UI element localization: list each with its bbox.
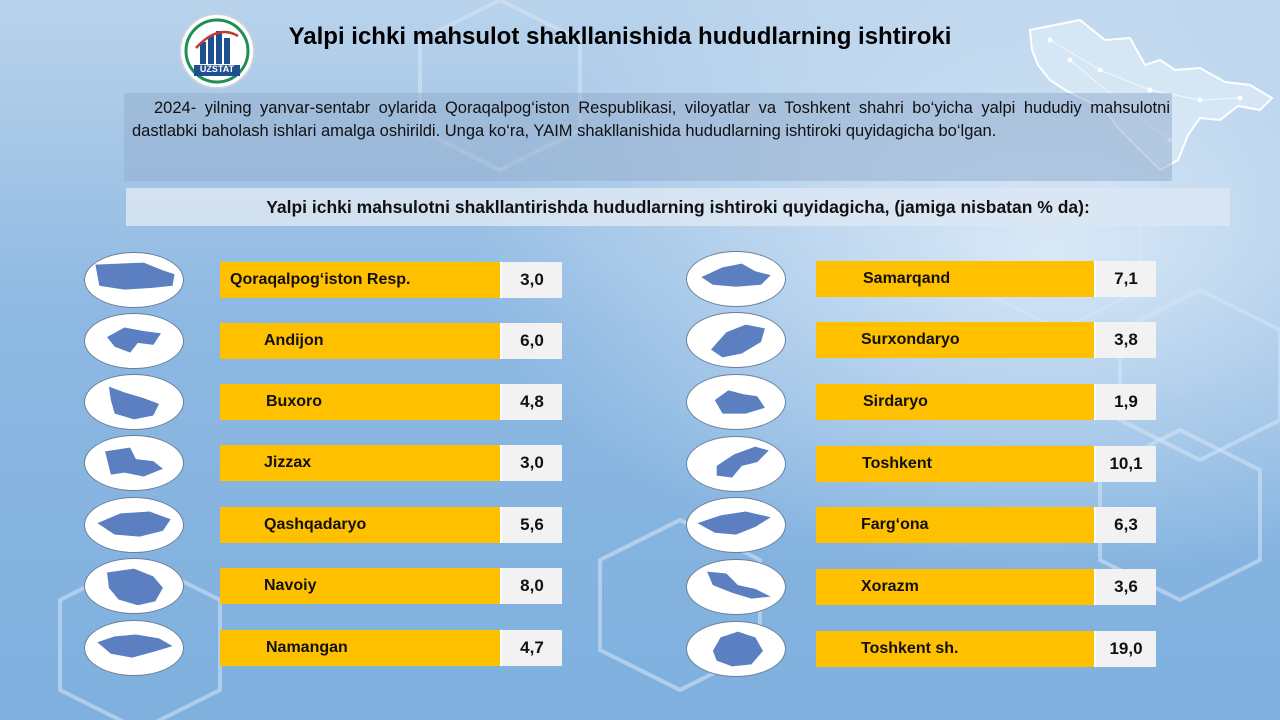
region-shape-icon <box>84 497 184 553</box>
region-value: 10,1 <box>1094 446 1156 482</box>
region-value: 8,0 <box>500 568 562 604</box>
region-name: Toshkent <box>816 446 1094 482</box>
region-value: 5,6 <box>500 507 562 543</box>
region-name: Samarqand <box>816 261 1094 297</box>
region-shape-icon <box>686 251 786 307</box>
region-name: Surxondaryo <box>816 322 1094 358</box>
region-value: 4,7 <box>500 630 562 666</box>
intro-paragraph: 2024- yilning yanvar-sentabr oylarida Qoraqalpog‘iston Respublikasi, viloyatlar va Toshkent shahri bo‘yicha yalpi hududiy mahsulotni dastlabki baholash ishlari amalga oshirildi. Unga ko‘ra, YAIM shakllanishida hududlarning ishtiroki quyidagicha bo‘lgan. <box>124 93 1172 181</box>
region-shape-icon <box>686 621 786 677</box>
region-value: 3,8 <box>1094 322 1156 358</box>
region-shape-icon <box>84 374 184 430</box>
page-title: Yalpi ichki mahsulot shakllanishida hududlarning ishtiroki <box>288 23 952 50</box>
region-value: 3,0 <box>500 262 562 298</box>
region-name: Qoraqalpog‘iston Resp. <box>220 262 500 298</box>
region-name: Buxoro <box>220 384 500 420</box>
region-name: Sirdaryo <box>816 384 1094 420</box>
region-value: 6,0 <box>500 323 562 359</box>
region-shape-icon <box>686 312 786 368</box>
region-shape-icon <box>84 435 184 491</box>
region-value: 3,6 <box>1094 569 1156 605</box>
region-value: 1,9 <box>1094 384 1156 420</box>
region-name: Xorazm <box>816 569 1094 605</box>
region-shape-icon <box>84 252 184 308</box>
region-shape-icon <box>686 559 786 615</box>
region-shape-icon <box>84 620 184 676</box>
region-name: Navoiy <box>220 568 500 604</box>
region-shape-icon <box>84 313 184 369</box>
region-name: Qashqadaryo <box>220 507 500 543</box>
region-name: Namangan <box>220 630 500 666</box>
region-value: 3,0 <box>500 445 562 481</box>
region-name: Andijon <box>220 323 500 359</box>
region-value: 6,3 <box>1094 507 1156 543</box>
region-shape-icon <box>686 374 786 430</box>
region-shape-icon <box>84 558 184 614</box>
region-value: 19,0 <box>1094 631 1156 667</box>
region-shape-icon <box>686 497 786 553</box>
region-value: 7,1 <box>1094 261 1156 297</box>
region-value: 4,8 <box>500 384 562 420</box>
table-subtitle: Yalpi ichki mahsulotni shakllantirishda hududlarning ishtiroki quyidagicha, (jamiga nisbatan % da): <box>126 188 1230 226</box>
uzstat-logo-icon <box>178 12 256 90</box>
uzstat-logo <box>178 12 256 90</box>
region-shape-icon <box>686 436 786 492</box>
region-name: Farg‘ona <box>816 507 1094 543</box>
logo-text: UZSTAT <box>199 64 235 74</box>
region-name: Toshkent sh. <box>816 631 1094 667</box>
region-name: Jizzax <box>220 445 500 481</box>
